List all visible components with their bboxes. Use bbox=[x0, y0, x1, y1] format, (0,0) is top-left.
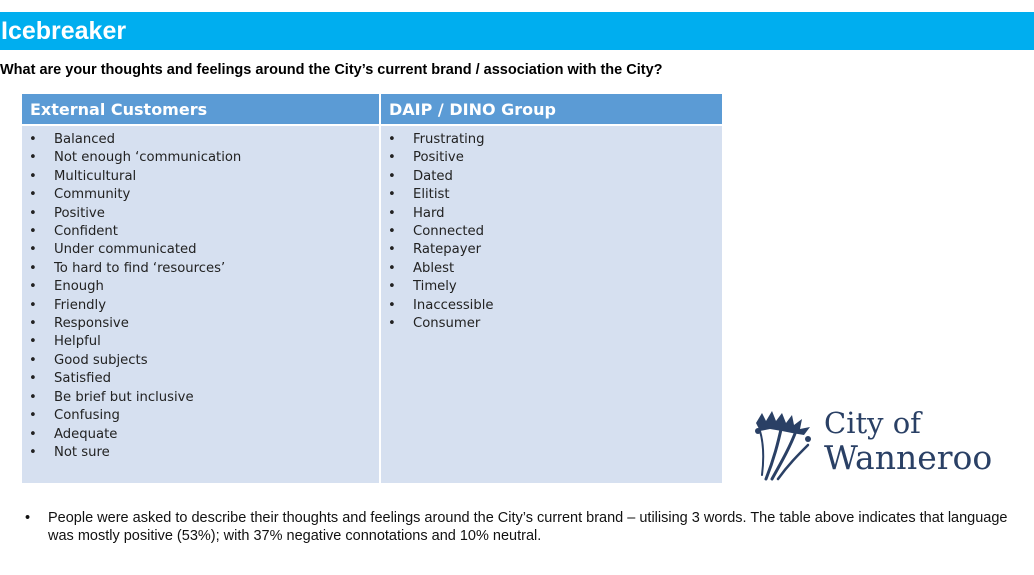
list-item: • Consumer bbox=[381, 315, 722, 333]
wanneroo-plant-logo-icon bbox=[752, 409, 816, 481]
list-item: • Adequate bbox=[22, 426, 379, 444]
list-item: • Not sure bbox=[22, 444, 379, 462]
list-item: • Under communicated bbox=[22, 241, 379, 259]
external-customers-cell bbox=[22, 125, 380, 483]
summary-note bbox=[25, 509, 1015, 545]
column-header-daip-dino-group: DAIP / DINO Group bbox=[380, 94, 722, 125]
list-item: • Friendly bbox=[22, 297, 379, 315]
column-header-external-customers: External Customers bbox=[22, 94, 380, 125]
title-bar bbox=[0, 12, 1034, 50]
list-item: • Ablest bbox=[381, 260, 722, 278]
list-item: • Timely bbox=[381, 278, 722, 296]
list-item: • Multicultural bbox=[22, 168, 379, 186]
table-body-row bbox=[22, 125, 722, 483]
list-item: • Confident bbox=[22, 223, 379, 241]
summary-note-text: People were asked to describe their thoughts and feelings around the City’s current brand – utilising 3 words. The table above indicates that language was mostly positive (53%); with 37% negative connotations and 10% neutral. bbox=[48, 510, 1008, 544]
city-of-wanneroo-logo bbox=[752, 405, 1012, 485]
logo-line-wanneroo: Wanneroo bbox=[824, 438, 993, 477]
bullet-icon: • bbox=[25, 510, 31, 526]
list-item: • Responsive bbox=[22, 315, 379, 333]
list-item: • Good subjects bbox=[22, 352, 379, 370]
list-item: • Helpful bbox=[22, 333, 379, 351]
list-item: • Inaccessible bbox=[381, 297, 722, 315]
responses-table bbox=[22, 94, 722, 483]
logo-line-city-of: City of bbox=[824, 406, 921, 440]
list-item: • Dated bbox=[381, 168, 722, 186]
list-item: • Positive bbox=[381, 149, 722, 167]
list-item: • Connected bbox=[381, 223, 722, 241]
list-item: • Community bbox=[22, 186, 379, 204]
list-item: • Be brief but inclusive bbox=[22, 389, 379, 407]
list-item: • Elitist bbox=[381, 186, 722, 204]
external-customers-list bbox=[22, 131, 379, 462]
slide-title: Icebreaker bbox=[1, 17, 127, 45]
list-item: • Balanced bbox=[22, 131, 379, 149]
list-item: • Not enough ‘communication bbox=[22, 149, 379, 167]
daip-dino-group-cell bbox=[380, 125, 722, 483]
table-header-row bbox=[22, 94, 722, 125]
list-item: • Confusing bbox=[22, 407, 379, 425]
slide-question: What are your thoughts and feelings around the City’s current brand / association with the City? bbox=[0, 62, 663, 78]
list-item: • Enough bbox=[22, 278, 379, 296]
daip-dino-group-list bbox=[381, 131, 722, 333]
list-item: • Hard bbox=[381, 205, 722, 223]
list-item: • Ratepayer bbox=[381, 241, 722, 259]
list-item: • To hard to find ‘resources’ bbox=[22, 260, 379, 278]
list-item: • Satisfied bbox=[22, 370, 379, 388]
list-item: • Positive bbox=[22, 205, 379, 223]
list-item: • Frustrating bbox=[381, 131, 722, 149]
